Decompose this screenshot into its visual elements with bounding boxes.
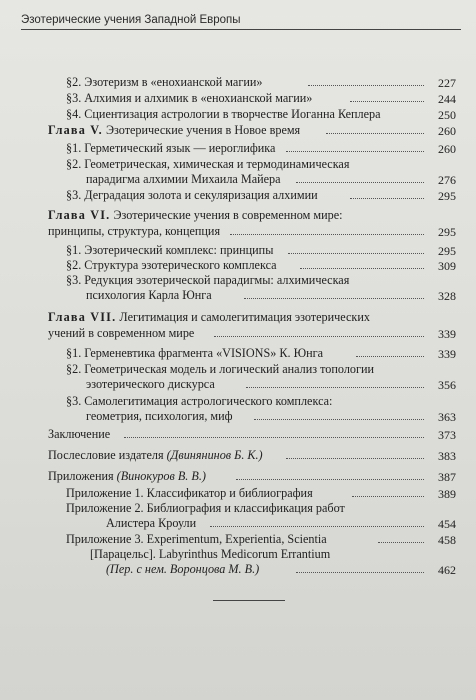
toc-entry[interactable]: Приложения (Винокуров В. В.) [48, 469, 206, 483]
page-number: 458 [438, 533, 456, 547]
page-number: 295 [438, 225, 456, 239]
leader-dots [296, 572, 424, 573]
toc-chapter[interactable]: Глава VII. Легитимация и самолегитимация эзотерических [48, 310, 370, 324]
page-number: 383 [438, 449, 456, 463]
leader-dots [352, 496, 424, 497]
toc-entry[interactable]: §2. Структура эзотерического комплекса [66, 258, 277, 272]
page-number: 389 [438, 487, 456, 501]
toc-entry-continuation: геометрия, психология, миф [86, 409, 233, 423]
page-number: 339 [438, 327, 456, 341]
toc-entry-continuation: парадигма алхимии Михаила Майера [86, 172, 281, 186]
toc-entry[interactable]: §3. Алхимия и алхимик в «енохианской магии» [66, 91, 313, 105]
toc-entry[interactable]: §1. Герметический язык — иероглифика [66, 141, 276, 155]
author-note: (Винокуров В. В.) [116, 469, 206, 483]
toc-entry-continuation: эзотерического дискурса [86, 377, 215, 391]
leader-dots [308, 85, 424, 86]
toc-chapter[interactable]: Глава V. Эзотерические учения в Новое время [48, 123, 301, 137]
chapter-label: Глава VII. [48, 310, 117, 324]
running-head: Эзотерические учения Западной Европы [21, 14, 461, 30]
toc-entry-continuation: учений в современном мире [48, 326, 195, 340]
leader-dots [326, 133, 424, 134]
leader-dots [124, 437, 424, 438]
page-number: 462 [438, 563, 456, 577]
page-number: 227 [438, 76, 456, 90]
toc-entry-continuation: (Пер. с нем. Воронцова М. В.) [106, 562, 260, 576]
toc-entry[interactable]: Послесловие издателя (Двинянинов Б. К.) [48, 448, 263, 462]
toc-entry[interactable]: §3. Редукция эзотерической парадигмы: алхимическая [66, 273, 350, 287]
leader-dots [210, 526, 424, 527]
leader-dots [350, 101, 424, 102]
leader-dots [230, 234, 424, 235]
toc-entry[interactable]: Приложение 3. Experimentum, Experientia, Scientia [66, 532, 327, 546]
toc-entry[interactable]: §3. Самолегитимация астрологического комплекса: [66, 394, 333, 408]
end-rule [213, 600, 285, 601]
page-number: 328 [438, 289, 456, 303]
leader-dots [286, 151, 424, 152]
page-number: 454 [438, 517, 456, 531]
leader-dots [214, 336, 424, 337]
toc-entry-continuation: Алистера Кроули [106, 516, 197, 530]
page-number: 260 [438, 124, 456, 138]
page-number: 387 [438, 470, 456, 484]
toc-entry[interactable]: Приложение 1. Классификатор и библиография [66, 486, 313, 500]
page-number: 250 [438, 108, 456, 122]
leader-dots [378, 542, 424, 543]
toc-entry[interactable]: §1. Герменевтика фрагмента «VISIONS» К. Юнга [66, 346, 324, 360]
page-number: 373 [438, 428, 456, 442]
toc-entry[interactable]: §3. Деградация золота и секуляризация алхимии [66, 188, 318, 202]
toc-entry[interactable]: Заключение [48, 427, 111, 441]
page-number: 363 [438, 410, 456, 424]
page-number: 309 [438, 259, 456, 273]
leader-dots [254, 419, 424, 420]
page-number: 244 [438, 92, 456, 106]
author-note: (Двинянинов Б. К.) [166, 448, 263, 462]
toc-entry[interactable]: Приложение 2. Библиография и классификация работ [66, 501, 345, 515]
page-number: 276 [438, 173, 456, 187]
toc-entry[interactable]: [Парацельс]. Labyrinthus Medicorum Errantium [90, 547, 331, 561]
page-number: 339 [438, 347, 456, 361]
chapter-label: Глава V. [48, 123, 103, 137]
toc-entry[interactable]: §4. Сциентизация астрологии в творчестве Иоганна Кеплера [66, 107, 381, 121]
toc-entry[interactable]: §1. Эзотерический комплекс: принципы [66, 243, 274, 257]
leader-dots [296, 182, 424, 183]
page-number: 295 [438, 244, 456, 258]
toc-entry-continuation: принципы, структура, концепция [48, 224, 221, 238]
page-number: 356 [438, 378, 456, 392]
leader-dots [350, 198, 424, 199]
leader-dots [236, 479, 424, 480]
toc-entry[interactable]: §2. Геометрическая, химическая и термодинамическая [66, 157, 350, 171]
leader-dots [356, 356, 424, 357]
toc-entry-continuation: психология Карла Юнга [86, 288, 212, 302]
leader-dots [288, 253, 424, 254]
leader-dots [300, 268, 424, 269]
page-number: 295 [438, 189, 456, 203]
toc-entry[interactable]: §2. Эзотеризм в «енохианской магии» [66, 75, 263, 89]
leader-dots [286, 458, 424, 459]
page-number: 260 [438, 142, 456, 156]
toc-entry[interactable]: §2. Геометрическая модель и логический анализ топологии [66, 362, 375, 376]
leader-dots [246, 387, 424, 388]
leader-dots [244, 298, 424, 299]
toc-chapter[interactable]: Глава VI. Эзотерические учения в современном мире: [48, 208, 343, 222]
chapter-label: Глава VI. [48, 208, 111, 222]
